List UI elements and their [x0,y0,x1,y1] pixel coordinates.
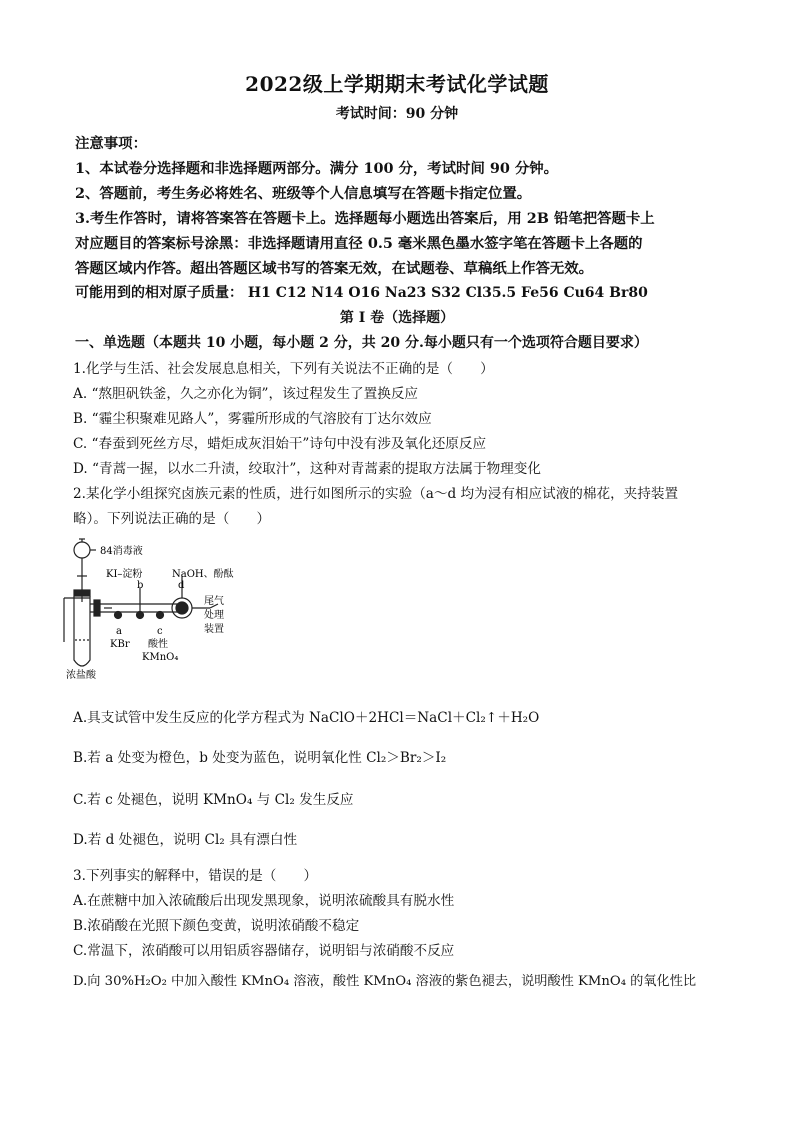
side-arm-test-tube [74,596,90,666]
q1-option-b: B. “霾尘积聚难见路人”，雾霾所形成的气溶胶有丁达尔效应 [73,411,432,427]
q1-option-c: C. “春蚕到死丝方尽，蜡炬成灰泪始干”诗句中没有涉及氧化还原反应 [73,436,487,452]
q3-stem: 3.下列事实的解释中，错误的是（ ） [73,868,318,884]
q1-option-a: A. “熬胆矾铁釜，久之亦化为铜”，该过程发生了置换反应 [73,386,419,402]
note-2: 2、答题前，考生务必将姓名、班级等个人信息填写在答题卡指定位置。 [75,185,532,202]
label-a: a [116,626,122,637]
q2-stem-line1: 2.某化学小组探究卤族元素的性质，进行如图所示的实验（a～d 均为浸有相应试液的棉花，夹持装置 [73,486,679,502]
section-title: 第 I 卷（选择题） [339,310,455,326]
label-acidic: 酸性 [148,639,168,650]
q1-option-d: D. “青蒿一握，以水二升渍，绞取汁”，这种对青蒿素的提取方法属于物理变化 [73,461,541,477]
label-b: b [137,580,144,591]
label-c: c [157,626,163,637]
note-3b: 对应题目的答案标号涂黑：非选择题请用直径 0.5 毫米黑色墨水签字笔在答题卡上各题的 [75,235,643,252]
note-3a: 3.考生作答时，请将答案答在答题卡上。选择题每小题选出答案后，用 2B 铅笔把答题卡上 [75,210,655,227]
q2-option-c: C.若 c 处褪色，说明 KMnO₄ 与 Cl₂ 发生反应 [73,792,354,808]
label-84-disinfectant: 84消毒液 [100,546,143,557]
q3-option-c: C.常温下，浓硝酸可以用铝质容器储存，说明铝与浓硝酸不反应 [73,943,455,959]
label-kbr: KBr [110,639,130,650]
exam-time: 考试时间：90 分钟 [335,106,459,122]
cotton-c [157,612,164,619]
label-treatment: 处理 [204,610,224,621]
note-3c: 答题区域内作答。超出答题区域书写的答案无效，在试题卷、草稿纸上作答无效。 [75,260,594,277]
q3-option-d: D.向 30%H₂O₂ 中加入酸性 KMnO₄ 溶液，酸性 KMnO₄ 溶液的紫色褪去，说明酸性 KMnO₄ 的氧化性比 [73,974,697,989]
label-conc-hcl: 浓盐酸 [66,670,96,681]
q2-option-d: D.若 d 处褪色，说明 Cl₂ 具有漂白性 [73,832,298,848]
label-device: 装置 [204,624,224,635]
cotton-b [137,612,144,619]
q2-option-b: B.若 a 处变为橙色，b 处变为蓝色，说明氧化性 Cl₂＞Br₂＞I₂ [73,750,447,766]
cotton-a [115,612,122,619]
label-tail-gas: 尾气 [204,596,224,607]
q2-option-a: A.具支试管中发生反应的化学方程式为 NaClO＋2HCl＝NaCl＋Cl₂↑＋H₂O [73,710,540,726]
note-1: 1、本试卷分选择题和非选择题两部分。满分 100 分，考试时间 90 分钟。 [75,160,559,177]
atomic-masses: 可能用到的相对原子质量： H1 C12 N14 O16 Na23 S32 Cl35.5 Fe56 Cu64 Br80 [75,285,648,301]
label-ki-starch: KI–淀粉 [106,569,143,580]
experiment-apparatus-diagram [60,532,260,684]
q3-option-b: B.浓硝酸在光照下颜色变黄，说明浓硝酸不稳定 [73,918,360,934]
notes-header: 注意事项： [75,135,147,152]
page-title: 2022级上学期期末考试化学试题 [245,72,549,96]
label-d: d [178,580,185,591]
section-heading: 一、单选题（本题共 10 小题，每小题 2 分，共 20 分.每小题只有一个选项符合题目要求） [75,335,648,351]
label-kmno4: KMnO₄ [142,652,179,663]
label-naoh-phenolphthalein: NaOH、酚酞 [172,569,234,580]
q3-option-a: A.在蔗糖中加入浓硫酸后出现发黑现象，说明浓硫酸具有脱水性 [73,893,455,909]
q2-stem-line2: 略）。下列说法正确的是（ ） [73,511,271,527]
funnel-bulb [74,542,90,558]
q1-stem: 1.化学与生活、社会发展息息相关，下列有关说法不正确的是（ ） [73,361,494,377]
